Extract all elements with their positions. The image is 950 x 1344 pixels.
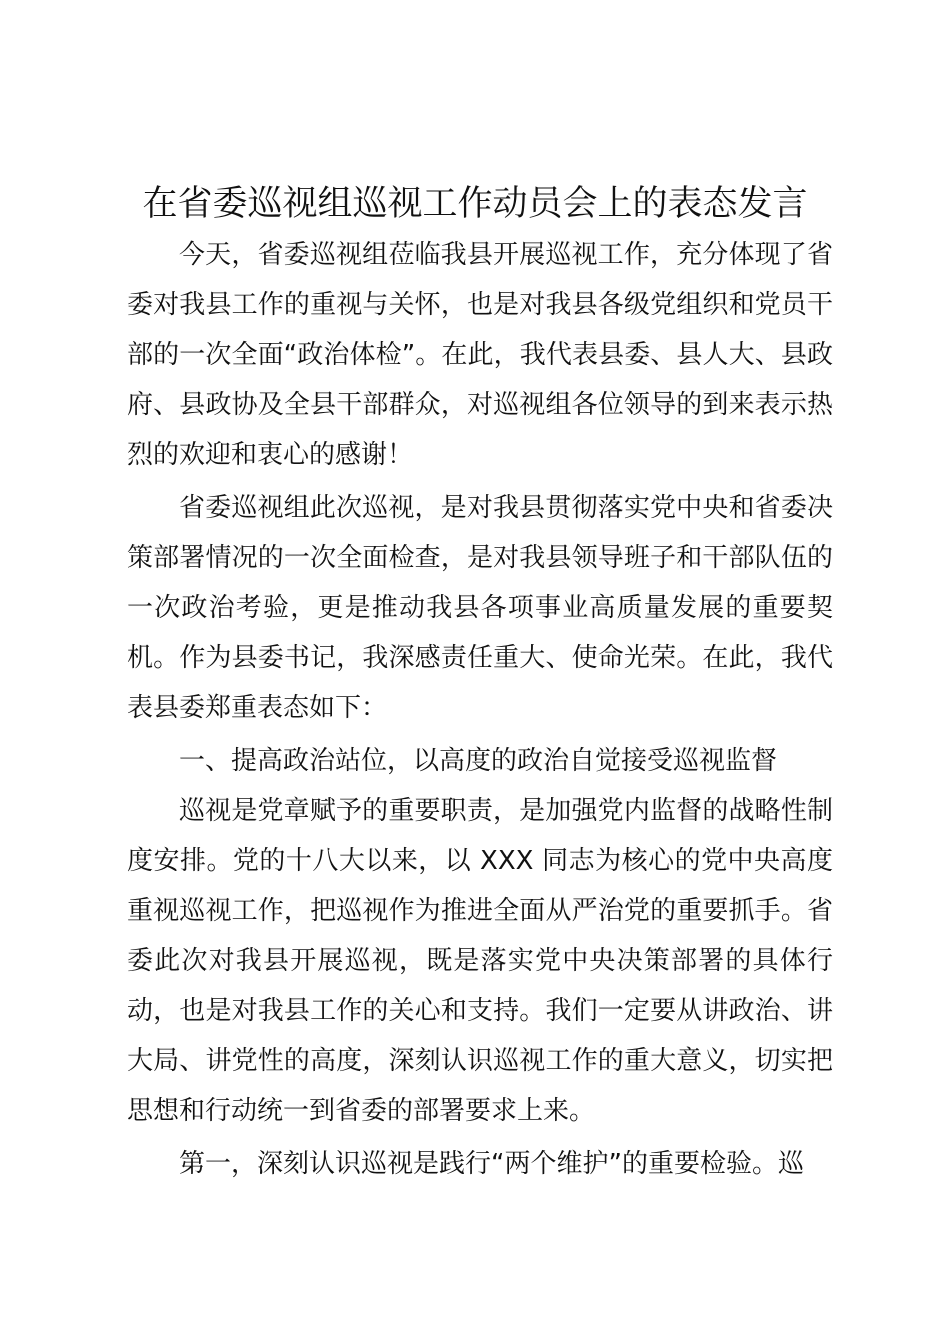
paragraph-point-1: 第一，深刻认识巡视是践行“两个维护”的重要检验。巡 [179, 1149, 804, 1179]
paragraph-opening: 今天，省委巡视组莅临我县开展巡视工作，充分体现了省委对我县工作的重视与关怀，也是对我县各级党组织和党员干部的一次全面“政治体检”。在此，我代表县委、县人大、县政府、县政协及全县干部群众，对巡视组各位领导的到来表示热烈的欢迎和衷心的感谢！ [127, 240, 833, 470]
paragraph-section-1: 巡视是党章赋予的重要职责，是加强党内监督的战略性制度安排。党的十八大以来，以 XXX 同志为核心的党中央高度重视巡视工作，把巡视作为推进全面从严治党的重要抓手。省委此次对我县开展巡视，既是落实党中央决策部署的具体行动，也是对我县工作的关心和支持。我们一定要从讲政治、讲大局、讲党性的高度，深刻认识巡视工作的重大意义，切实把思想和行动统一到省委的部署要求上来。 [127, 796, 833, 1126]
document-title: 在省委巡视组巡视工作动员会上的表态发言 [142, 184, 808, 224]
paragraph-commitment: 省委巡视组此次巡视，是对我县贯彻落实党中央和省委决策部署情况的一次全面检查，是对我县领导班子和干部队伍的一次政治考验，更是推动我县各项事业高质量发展的重要契机。作为县委书记，我深感责任重大、使命光荣。在此，我代表县委郑重表态如下： [127, 493, 833, 723]
section-heading-1: 一、提高政治站位，以高度的政治自觉接受巡视监督 [179, 746, 778, 776]
document-body [127, 230, 833, 1189]
